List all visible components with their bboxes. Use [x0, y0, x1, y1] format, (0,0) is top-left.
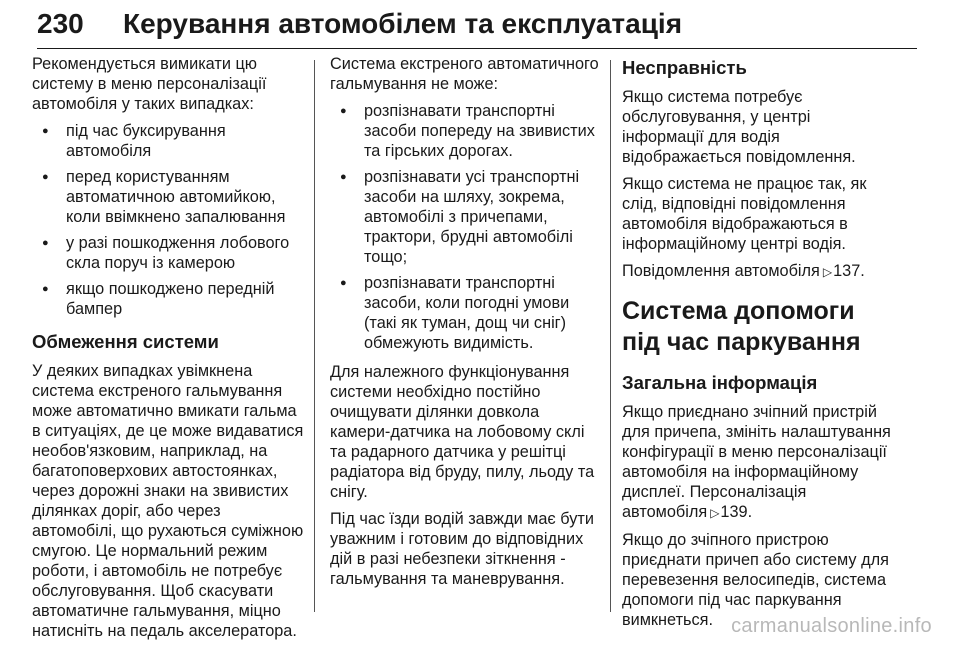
- column-2: [330, 54, 602, 596]
- cleaning-paragraph: Для належного функціонування системи необхідно постійно очищувати ділянки довкола камери-датчика на лобовому склі та радарного датчика у решітці радіатора від бруду, пилу, льоду та снігу.: [330, 363, 595, 501]
- cannot-detect-list: [330, 101, 602, 353]
- header-divider: [37, 48, 917, 49]
- fault-paragraph-2: Якщо система не працює так, як слід, відповідні повідомлення автомобіля відображаються в інформаційному центрі водія.: [622, 175, 867, 253]
- list-item: ● якщо пошкоджено передній бампер: [32, 279, 304, 319]
- intro-paragraph: Рекомендується вимикати цю систему в меню персоналізації автомобіля у таких випадках:: [32, 55, 267, 113]
- page-number: 230: [37, 8, 84, 39]
- section-title-parking-assist: Система допомоги під час паркування: [622, 297, 861, 356]
- disable-conditions-list: [32, 121, 304, 319]
- attention-paragraph: Під час їзди водій завжди має бути уважним і готовим до відповідних дій в разі небезпеки зіткнення - гальмування та маневрування.: [330, 510, 594, 588]
- list-item: ● у разі пошкодження лобового скла поруч із камерою: [32, 233, 304, 273]
- reference-text: Повідомлення автомобіля: [622, 262, 820, 280]
- page-header: [37, 2, 917, 48]
- intro-paragraph: Система екстреного автоматичного гальмування не може:: [330, 55, 599, 93]
- tow-hitch-text: Якщо приєднано зчіпний пристрій для причепа, змініть налаштування конфігурації в меню персоналізації автомобіля на інформаційному дисплеї. Персоналізація автомобіля: [622, 403, 891, 521]
- trailer-paragraph: Якщо до зчіпного пристрою приєднати причеп або систему для перевезення велосипедів, система допомоги під час паркування вимкнеться.: [622, 531, 889, 629]
- fault-reference-paragraph: [622, 261, 892, 282]
- list-item: ● розпізнавати транспортні засоби попереду на звивистих та гірських дорогах.: [330, 101, 602, 161]
- list-item: ● розпізнавати усі транспортні засоби на шляху, зокрема, автомобілі з причепами, трактори, брудні автомобілі тощо;: [330, 167, 602, 267]
- column-divider: [314, 60, 315, 612]
- section-heading-limitations: Обмеження системи: [32, 331, 219, 352]
- watermark: carmanualsonline.info: [731, 615, 932, 637]
- page-reference[interactable]: 139.: [720, 503, 753, 521]
- page-reference[interactable]: 137.: [833, 262, 865, 280]
- column-1: [32, 54, 304, 648]
- section-heading-fault: Несправність: [622, 57, 747, 78]
- fault-paragraph-1: Якщо система потребує обслуговування, у центрі інформації для водія відображається повідомлення.: [622, 88, 856, 166]
- list-item: ● під час буксирування автомобіля: [32, 121, 304, 161]
- subheading-general-info: Загальна інформація: [622, 372, 818, 393]
- column-3: [622, 54, 892, 637]
- reference-arrow-icon: ▷: [710, 506, 720, 520]
- column-divider: [610, 60, 611, 612]
- running-title: Керування автомобілем та експлуатація: [123, 8, 683, 39]
- reference-arrow-icon: ▷: [822, 265, 833, 279]
- limitations-paragraph: У деяких випадках увімкнена система екстреного гальмування може автоматично вмикати гальма в ситуаціях, де це може видаватися необов'язковим, наприклад, на багатоповерхових автостоянках, через дорожні знаки на звивистих ділянках доріг, або через автомобілі, що рухаються суміжною смугою. Це нормальний режим роботи, і автомобіль не потребує обслуговування. Щоб скасувати автоматичне гальмування, міцно натисніть на педаль акселератора.: [32, 362, 304, 640]
- tow-hitch-paragraph: [622, 402, 892, 523]
- list-item: ● перед користуванням автоматичною автомийкою, коли ввімкнено запалювання: [32, 167, 304, 227]
- list-item: ● розпізнавати транспортні засоби, коли погодні умови (такі як туман, дощ чи сніг) обмежують видимість.: [330, 273, 602, 353]
